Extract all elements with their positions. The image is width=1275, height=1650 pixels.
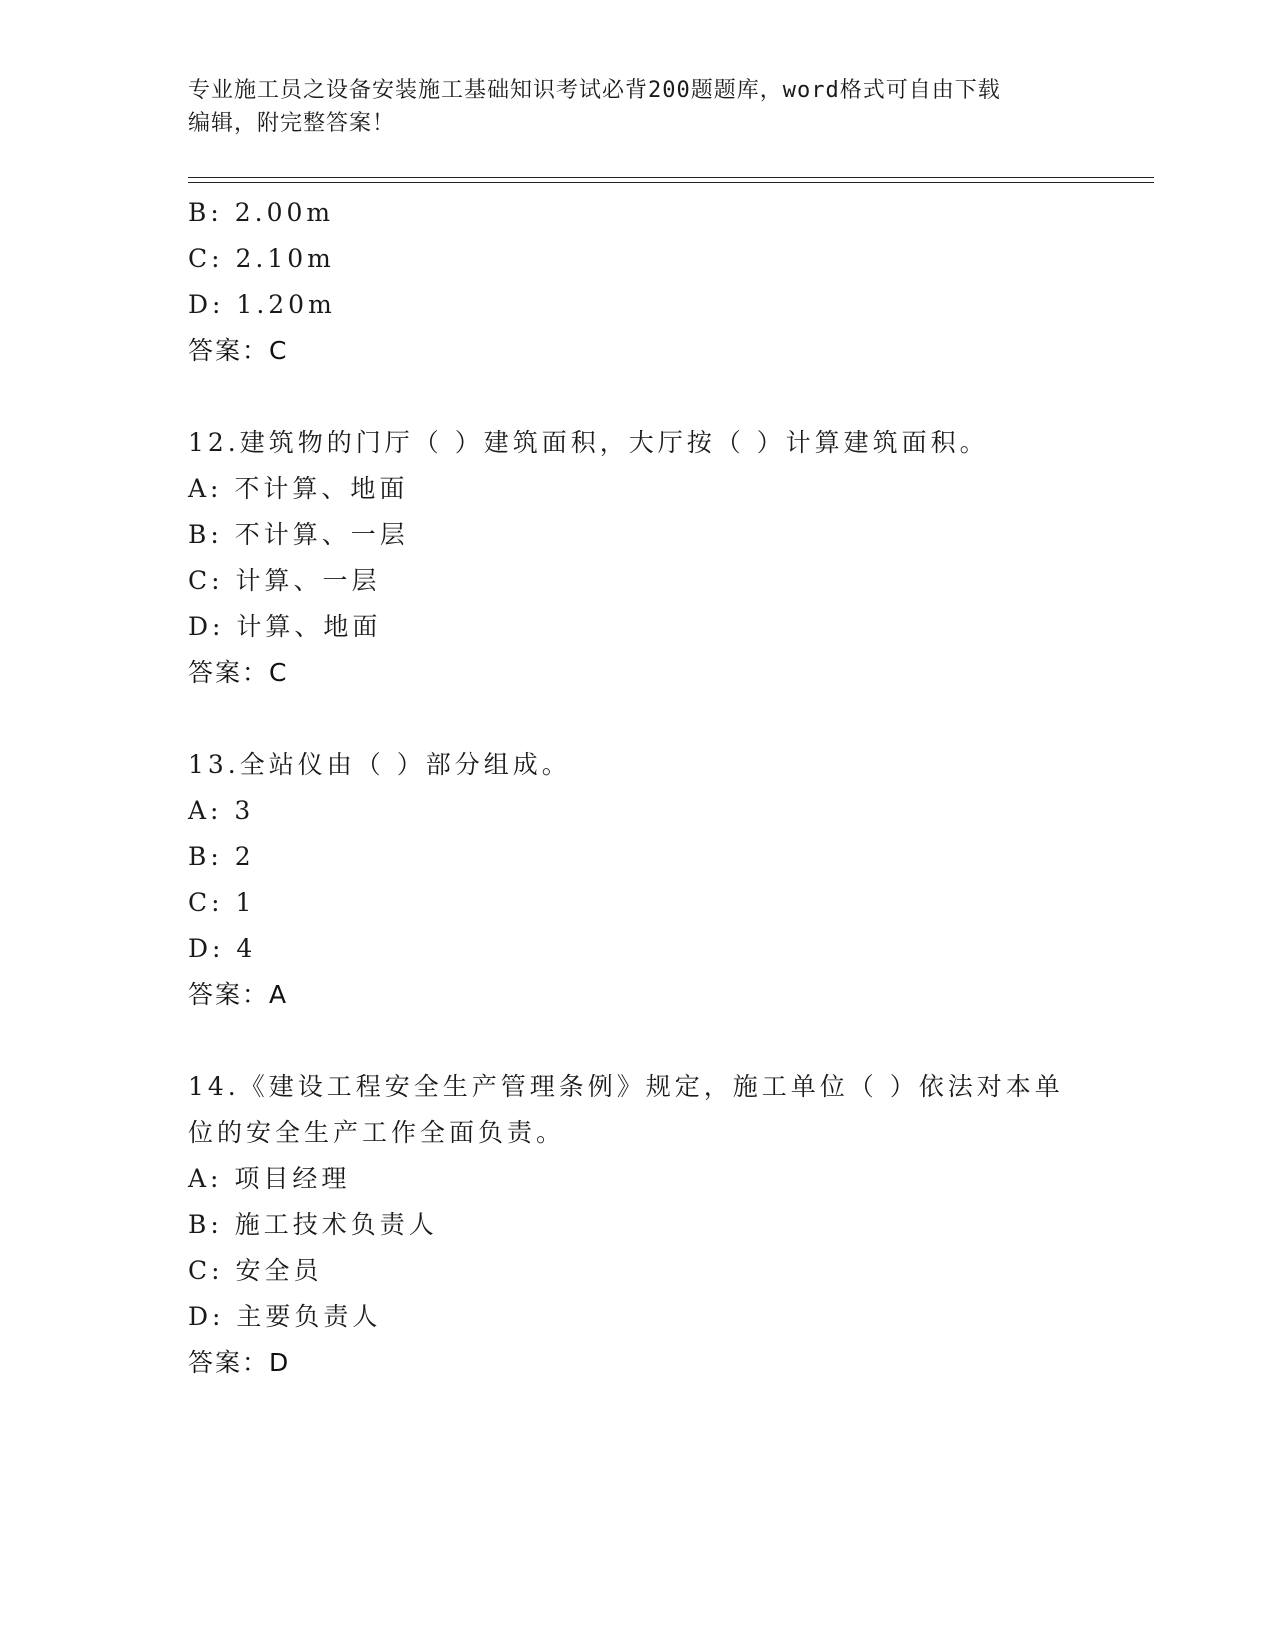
question-stem: 12.建筑物的门厅（ ）建筑面积，大厅按（ ）计算建筑面积。 [188, 428, 989, 457]
header-divider-top [188, 177, 1154, 178]
answer-line: 答案：A [188, 980, 289, 1009]
option-c: C: 1 [188, 888, 256, 917]
option-d: D: 1.20m [188, 290, 336, 319]
answer-line: 答案：D [188, 1348, 291, 1377]
option-c: C: 计算、一层 [188, 566, 381, 595]
option-d: D: 主要负责人 [188, 1302, 382, 1331]
question-stem: 13.全站仪由（ ）部分组成。 [188, 750, 571, 779]
header-title-line-1: 专业施工员之设备安装施工基础知识考试必背200题题库，word格式可自由下载 [188, 78, 1001, 103]
answer-line: 答案：C [188, 336, 289, 365]
spacer [188, 696, 1088, 742]
header-title-line-2: 编辑，附完整答案！ [188, 111, 396, 136]
document-header [188, 74, 1088, 140]
question-12 [188, 420, 1088, 696]
option-b: B: 不计算、一层 [188, 520, 409, 549]
question-11-continued [188, 190, 1088, 374]
question-14 [188, 1064, 1088, 1386]
question-stem-line-2: 位的安全生产工作全面负责。 [188, 1118, 566, 1147]
question-13 [188, 742, 1088, 1018]
option-c: C: 安全员 [188, 1256, 323, 1285]
spacer [188, 1018, 1088, 1064]
option-c: C: 2.10m [188, 244, 335, 273]
option-b: B: 2 [188, 842, 255, 871]
option-b: B: 2.00m [188, 198, 335, 227]
option-a: A: 3 [188, 796, 255, 825]
option-d: D: 4 [188, 934, 257, 963]
option-a: A: 项目经理 [188, 1164, 351, 1193]
answer-line: 答案：C [188, 658, 289, 687]
spacer [188, 374, 1088, 420]
option-d: D: 计算、地面 [188, 612, 382, 641]
header-divider-bottom [188, 182, 1154, 183]
option-b: B: 施工技术负责人 [188, 1210, 438, 1239]
question-list [188, 190, 1088, 1386]
question-stem-line-1: 14.《建设工程安全生产管理条例》规定，施工单位（ ）依法对本单 [188, 1072, 1064, 1101]
option-a: A: 不计算、地面 [188, 474, 409, 503]
